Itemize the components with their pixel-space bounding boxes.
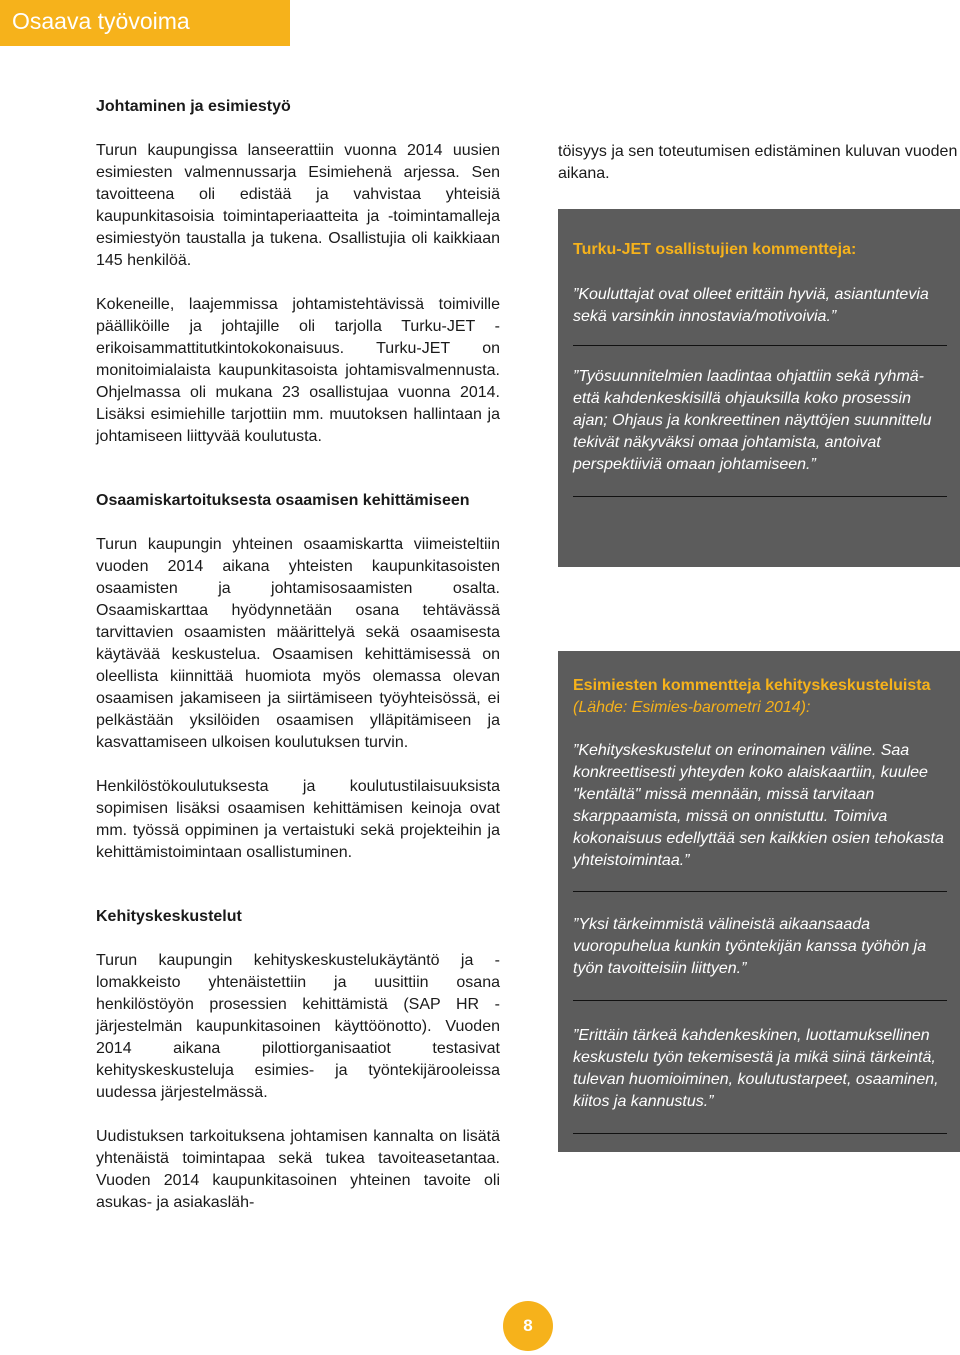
header-band [0, 0, 290, 46]
paragraph: Turun kaupungin kehityskeskustelukäytäntö ja -lomakkeisto yhtenäistettiin ja uusittiin osana henkilöstöyön prosessien kehittämistä (SAP HR -järjestelmän kaupunkitasoinen käyttöönotto). Vuoden 2014 aikana pilottiorganisaatiot testasivat kehityskeskusteluja esimies- ja työntekijärooleissa uudessa järjestelmässä. [96, 952, 500, 1101]
box-title-row [573, 675, 947, 719]
quote: ”Erittäin tärkeä kahdenkeskinen, luottamuksellinen keskustelu työn tekemisestä ja mikä siinä tärkeintä, tulevan huomioiminen, koulutustarpeet, osaaminen, kiitos ja kannustus.” [573, 1027, 939, 1110]
section-heading-leadership: Johtaminen ja esimiestyö [96, 98, 291, 115]
paragraph: Henkilöstökoulutuksesta ja koulutustilaisuuksista sopimisen lisäksi osaamisen kehittämisen keinoja ovat mm. työssä oppiminen ja vertaistuki sekä projekteihin ja kehittämistoimintaan osallistuminen. [96, 778, 500, 861]
paragraph: Kokeneille, laajemmissa johtamistehtävissä toimiville päälliköille ja johtajille oli tarjolla Turku-JET -erikoisammattitutkintokokonaisuus. Turku-JET on monitoimialaista kaupunkitasoista johtamisvalmennusta. Ohjelmassa oli mukana 23 osallistujaa vuonna 2014. Lisäksi esimiehille tarjottiin mm. muutoksen hallintaan ja johtamiseen liittyvää koulutusta. [96, 296, 500, 445]
quote: ”Kouluttajat ovat olleet erittäin hyviä, asiantuntevia sekä varsinkin innostavia/motivoivia.” [573, 286, 929, 325]
page-title: Osaava työvoima [12, 8, 190, 34]
box-title: Esimiesten kommentteja kehityskeskusteluista [573, 677, 931, 694]
box-title: Turku-JET osallistujien kommentteja: [573, 241, 857, 258]
paragraph: Uudistuksen tarkoituksena johtamisen kannalta on lisätä yhtenäistä toimintapaa sekä tukea tavoiteasetantaa. Vuoden 2014 kaupunkitasoinen yhteinen tavoite oli asukas- ja asiakasläh- [96, 1128, 500, 1211]
section-heading-competence: Osaamiskartoituksesta osaamisen kehittämiseen [96, 492, 470, 509]
divider [573, 496, 947, 497]
box-title-source: (Lähde: Esimies-barometri 2014): [573, 699, 811, 716]
quote-box-supervisors [558, 651, 960, 1152]
continued-text: töisyys ja sen toteutumisen edistäminen kuluvan vuoden aikana. [558, 143, 958, 182]
main-column [96, 96, 500, 1214]
quote: ”Yksi tärkeimmistä välineistä aikaansaada vuoropuhelua kunkin työntekijän kanssa työhön ja työn tavoitteisiin liittyen.” [573, 916, 927, 977]
quote-box-turku-jet [558, 209, 960, 567]
paragraph: Turun kaupungissa lanseerattiin vuonna 2014 uusien esimiesten valmennussarja Esimiehenä arjessa. Sen tavoitteena oli edistää ja vahvistaa yhteisiä kaupunkitasoisia toimintaperiaatteita ja -toimintamalleja esimiestyön taustalla ja tukena. Osallistujia oli kaikkiaan 145 henkilöä. [96, 142, 500, 269]
section-heading-development-discussions: Kehityskeskustelut [96, 908, 242, 925]
page-number-badge: 8 [503, 1301, 553, 1351]
quote: ”Kehityskeskustelut on erinomainen väline. Saa konkreettisesti yhteyden koko alaiskaartiin, kuulee "kentältä" missä mennään, missä tarvitaan skarppaamista, missä on onnistuttu. Toimiva kokonaisuus edellyttää sen kaikkien osien tehokasta yhteistoimintaa.” [573, 742, 944, 869]
divider [573, 1133, 947, 1134]
paragraph: Turun kaupungin yhteinen osaamiskartta viimeisteltiin vuoden 2014 aikana yhteisten kaupunkitasoisten osaamisten ja johtamisosaamisten osalta. Osaamiskarttaa hyödynnetään osana tehtävässä tarvittavien osaamisten määrittelyä sekä osaamisesta käytävää keskustelua. Osaamisen kehittämisessä on oleellista kiinnittää huomiota myös olemassa olevan osaamisen jakamiseen ja siirtämiseen työyhteisössä, ei pelkästään yksilöiden osaamisen ylläpitämiseen ja kasvattamiseen ulkoisen koulutuksen turvin. [96, 536, 500, 751]
quote: ”Työsuunnitelmien laadintaa ohjattiin sekä ryhmä- että kahdenkeskisillä ohjauksilla koko prosessin ajan; Ohjaus ja konkreettinen näyttöjen suunnittelu tekivät näkyväksi omaa johtamista, antoivat perspektiiviä omaan johtamiseen.” [573, 368, 932, 473]
